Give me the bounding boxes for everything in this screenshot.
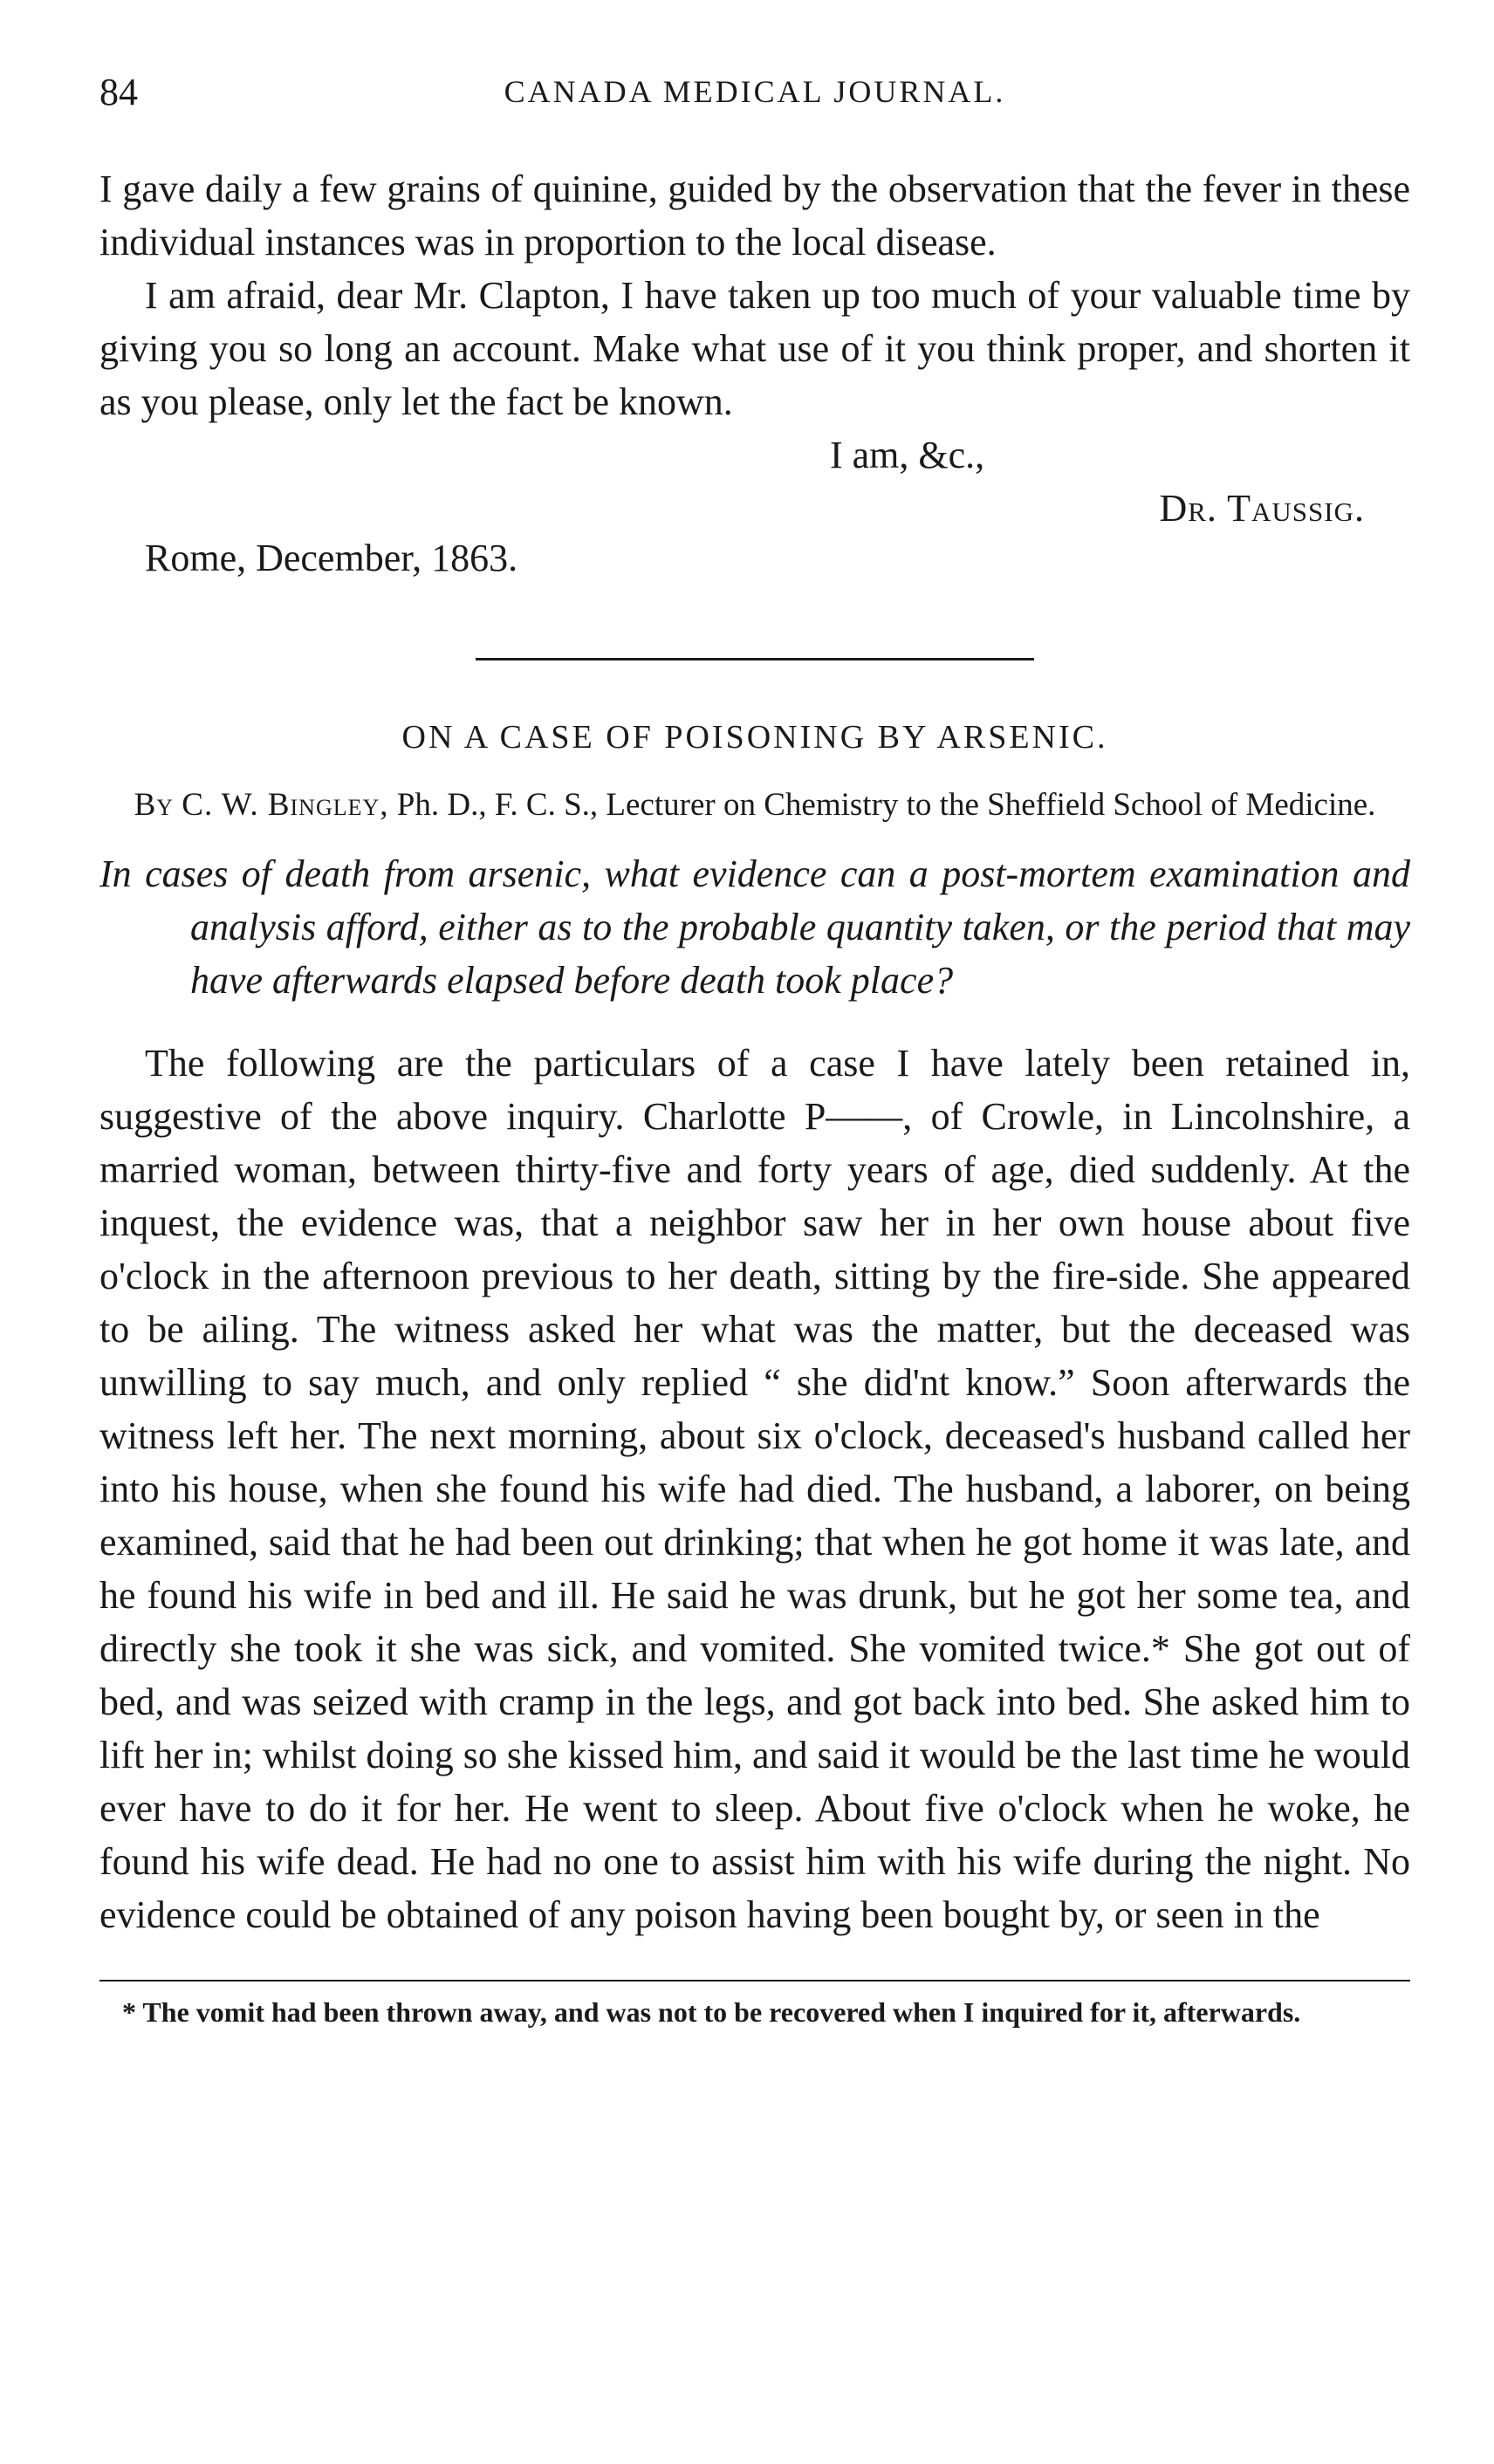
journal-title: CANADA MEDICAL JOURNAL.: [504, 74, 1006, 109]
letter-dateline: Rome, December, 1863.: [145, 537, 518, 579]
byline-credentials: Ph. D., F. C. S., Lecturer on Chemistry to the Sheffield School of Medicine.: [396, 787, 1376, 823]
page-number: 84: [99, 71, 138, 113]
letter-paragraph-1: I gave daily a few grains of quinine, guided by the observation that the fever in these individual instances was in proportion to the local disease.: [99, 168, 1410, 264]
footnote: * The vomit had been thrown away, and was not to be recovered when I inquired for it, afterwards.: [122, 1996, 1301, 2028]
article-title: ON A CASE OF POISONING BY ARSENIC.: [401, 719, 1108, 756]
byline-author: C. W. Bingley,: [182, 787, 389, 823]
article-body-paragraph: The following are the particulars of a case I have lately been retained in, suggestive of the above inquiry. Charlotte P——, of Crowle, in Lincolnshire, a married woman, between thirty-five and forty years of age, died suddenly. At the inquest, the evidence was, that a neighbor saw her in her own house about five o'clock in the afternoon previous to her death, sitting by the fire-side. She appeared to be ailing. The witness asked her what was the matter, but the deceased was unwilling to say much, and only replied “ she did'nt know.” Soon afterwards the witness left her. The next morning, about six o'clock, deceased's husband called her into his house, when she found his wife had died. The husband, a laborer, on being examined, said that he had been out drinking; that when he got home it was late, and he found his wife in bed and ill. He said he was drunk, but he got her some tea, and directly she took it she was sick, and vomited. She vomited twice.* She got out of bed, and was seized with cramp in the legs, and got back into bed. She asked him to lift her in; whilst doing so she kissed him, and said it would be the last time he would ever have to do it for her. He went to sleep. About five o'clock when he woke, he found his wife dead. He had no one to assist him with his wife during the night. No evidence could be obtained of any poison having been bought by, or seen in the: [99, 1042, 1410, 1936]
letter-closing: I am, &c.,: [830, 434, 985, 476]
letter-signature: Dr. Taussig.: [1159, 487, 1365, 530]
footnote-rule: [99, 1980, 1410, 1981]
running-header: [99, 70, 1410, 122]
letter-paragraph-2: I am afraid, dear Mr. Clapton, I have taken up too much of your valuable time by giving you so long an account. Make what use of it you think proper, and shorten it as you please, only let the fact be known.: [99, 274, 1410, 423]
byline-prefix: By: [134, 787, 175, 823]
document-page: [99, 70, 1410, 2032]
article-byline: [99, 783, 1410, 828]
section-divider: [476, 658, 1034, 660]
article-question: In cases of death from arsenic, what evidence can a post-mortem examination and analysis afford, either as to the probable quantity taken, or the period that may have afterwards elapsed before death took place?: [99, 852, 1410, 1002]
